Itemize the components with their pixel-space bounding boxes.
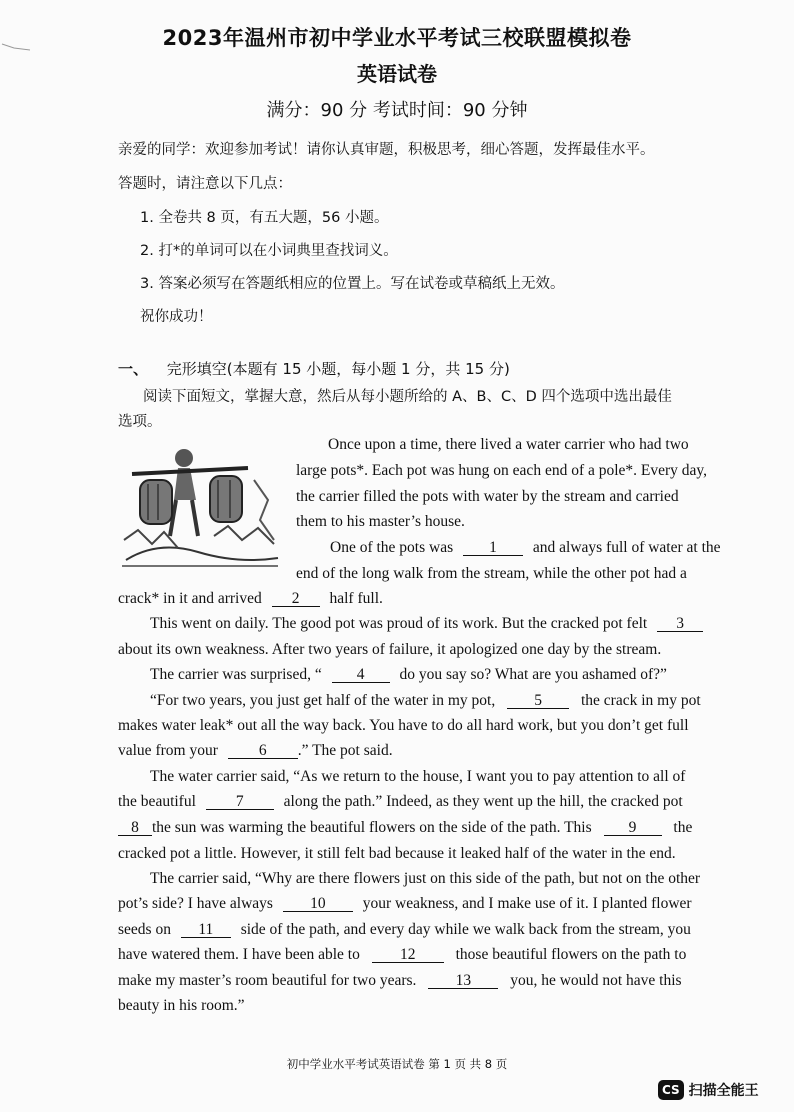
directions-1: 阅读下面短文，掌握大意，然后从每小题所给的 A、B、C、D 四个选项中选出最佳 [143,389,672,405]
section-number: 一、 [118,360,149,378]
blank-13: 13 [428,973,498,989]
greeting: 亲爱的同学：欢迎参加考试！请你认真审题，积极思考，细心答题，发挥最佳水平。 [118,142,655,158]
blank-10: 10 [283,896,353,912]
water-carrier-illustration [118,440,282,570]
note-item-1: 1. 全卷共 8 页，有五大题，56 小题。 [140,210,389,226]
passage-line-2: large pots*. Each pot was hung on each end of a pole*. Every day, [296,462,708,479]
passage-line-6: end of the long walk from the stream, while the other pot had a [296,565,687,582]
blank-2: 2 [272,591,320,607]
passage-line-22: make my master’s room beautiful for two years. 13 you, he would not have this [118,972,682,989]
passage-line-17: cracked pot a little. However, it still felt bad because it leaked half of the water in the end. [118,845,676,862]
score-time: 满分：90 分 考试时间：90 分钟 [266,100,528,121]
passage-line-16: 8 the sun was warming the beautiful flowers on the side of the path. This 9 the [118,819,692,837]
camscanner-logo-icon: CS [658,1080,684,1100]
closing: 祝你成功！ [140,309,213,325]
note-intro: 答题时，请注意以下几点： [118,176,292,192]
passage-line-21: have watered them. I have been able to 12 those beautiful flowers on the path to [118,946,687,963]
passage-line-14: The water carrier said, “As we return to the house, I want you to pay attention to all of [150,768,686,785]
blank-7: 7 [206,794,274,810]
section-title: 完形填空(本题有 15 小题，每小题 1 分，共 15 分) [166,360,510,378]
passage-line-7: crack* in it and arrived 2 half full. [118,590,383,607]
passage-line-13: value from your 6 .” The pot said. [118,742,393,759]
blank-5: 5 [507,693,569,709]
passage-line-19: pot’s side? I have always 10 your weakness, and I make use of it. I planted flower [118,895,692,912]
subject-title: 英语试卷 [357,62,437,86]
blank-12: 12 [372,947,444,963]
page-footer: 初中学业水平考试英语试卷 第 1 页 共 8 页 [286,1057,508,1071]
passage-line-20: seeds on 11 side of the path, and every day while we walk back from the stream, you [118,921,691,938]
passage-line-8: This went on daily. The good pot was proud of its work. But the cracked pot felt 3 [150,615,703,633]
passage-line-5: One of the pots was 1 and always full of water at the [330,539,721,556]
passage-line-10: The carrier was surprised, “ 4 do you say so? What are you ashamed of?” [150,666,667,683]
passage-line-4: them to his master’s house. [296,513,465,530]
blank-8: 8 [118,820,152,836]
note-item-2: 2. 打*的单词可以在小词典里查找词义。 [140,243,398,259]
blank-6: 6 [228,743,298,759]
blank-9: 9 [604,820,662,836]
passage-line-11: “For two years, you just get half of the water in my pot, 5 the crack in my pot [150,692,701,709]
passage-line-1: Once upon a time, there lived a water carrier who had two [328,436,689,453]
passage-line-23: beauty in his room.” [118,997,245,1014]
note-item-3: 3. 答案必须写在答题纸相应的位置上。写在试卷或草稿纸上无效。 [140,276,565,292]
passage-line-18: The carrier said, “Why are there flowers just on this side of the path, but not on the other [150,870,701,887]
scanner-watermark [658,1080,759,1100]
blank-1: 1 [463,540,523,556]
passage-line-3: the carrier filled the pots with water by the stream and carried [296,488,679,505]
passage-line-9: about its own weakness. After two years of failure, it apologized one day by the stream. [118,641,662,658]
directions-2: 选项。 [118,414,162,430]
section-heading [118,358,510,379]
blank-11: 11 [181,922,231,938]
exam-title: 2023年温州市初中学业水平考试三校联盟模拟卷 [162,26,632,50]
blank-3: 3 [657,616,703,632]
blank-4: 4 [332,667,390,683]
scanner-app-name: 扫描全能王 [688,1083,759,1099]
passage-line-12: makes water leak* out all the way back. You have to do all hard work, but you don’t get full [118,717,689,734]
passage-line-15: the beautiful 7 along the path.” Indeed, as they went up the hill, the cracked pot [118,793,683,810]
